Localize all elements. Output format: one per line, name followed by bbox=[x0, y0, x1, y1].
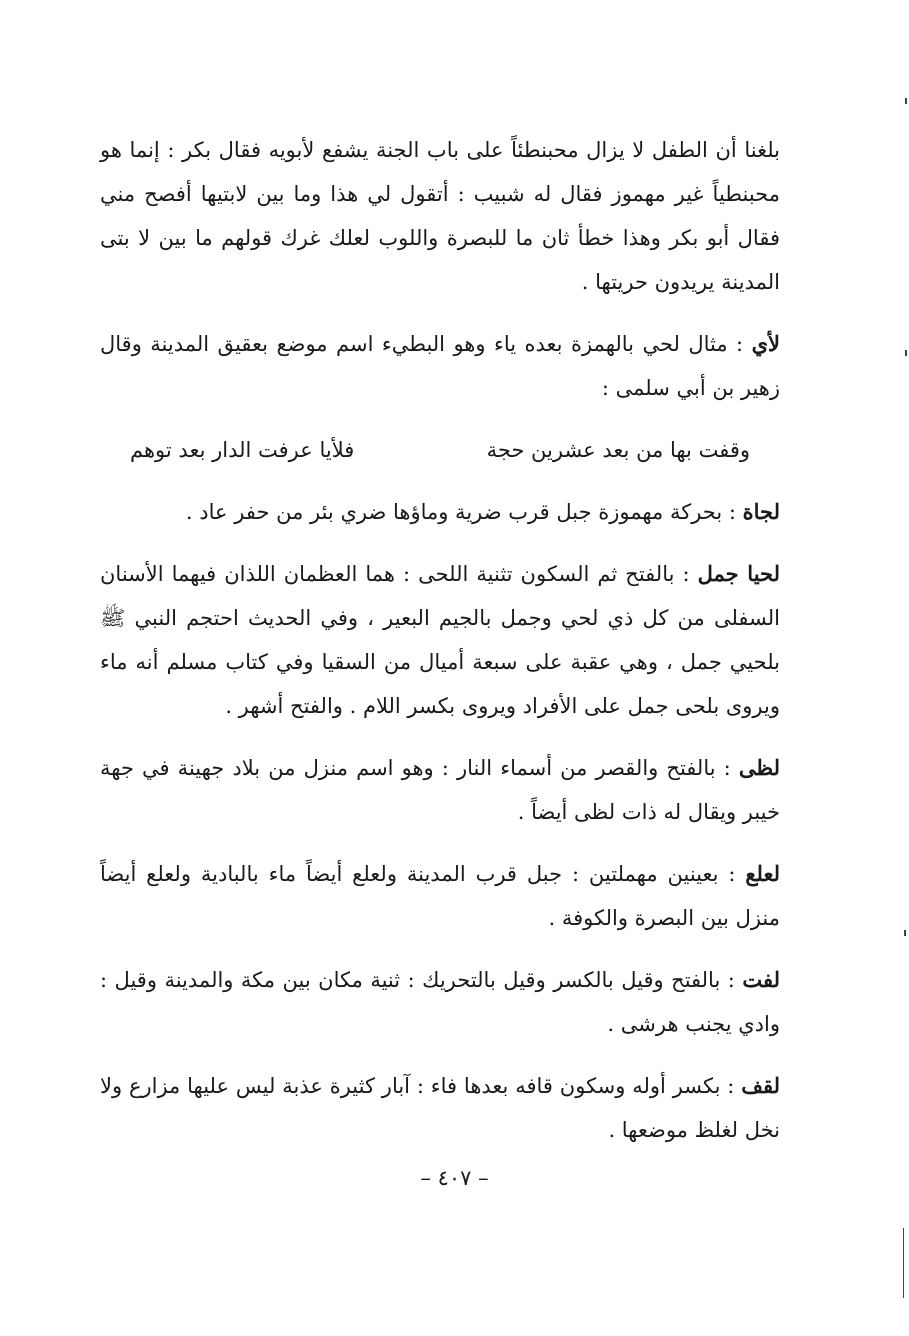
entry-text: : مثال لحي بالهمزة بعده ياء وهو البطيء اسم موضع بعقيق المدينة وقال زهير بن أبي سلمى : bbox=[100, 332, 780, 400]
entry-liqf bbox=[100, 1064, 780, 1152]
entry-laza bbox=[100, 746, 780, 834]
page-body bbox=[100, 128, 780, 1152]
entry-text: بلغنا أن الطفل لا يزال محبنطئاً على باب الجنة يشفع لأبويه فقال بكر : إنما هو محبنطياً غير مهموز فقال له شبيب : أتقول لي هذا وما بين لابتيها أفصح مني فقال أبو بكر وهذا خطأ ثان ما للبصرة واللوب لعلك غرك قولهم ما بين لا بتى المدينة يريدون حريتها . bbox=[100, 138, 780, 294]
entry-text: : بالفتح وقيل بالكسر وقيل بالتحريك : ثنية مكان بين مكة والمدينة وقيل : وادي يجنب هرشى . bbox=[100, 968, 780, 1036]
entry-text: : بعينين مهملتين : جبل قرب المدينة ولعلع أيضاً ماء بالبادية ولعلع أيضاً منزل بين البصرة والكوفة . bbox=[100, 862, 780, 930]
scan-speck bbox=[905, 350, 907, 356]
entry-text: : بالفتح والقصر من أسماء النار : وهو اسم منزل من بلاد جهينة في جهة خيبر ويقال له ذات لظى أيضاً . bbox=[100, 756, 780, 824]
entry-headword: لظى bbox=[738, 755, 780, 780]
page-number: – ٤٠٧ – bbox=[420, 1166, 489, 1190]
entry-headword: لقف bbox=[741, 1073, 780, 1098]
entry-lajat bbox=[100, 490, 780, 534]
scan-speck bbox=[904, 930, 906, 936]
poetry-verse bbox=[100, 428, 780, 472]
entry-headword: لحيا جمل bbox=[697, 561, 781, 586]
scan-speck bbox=[905, 98, 907, 104]
entry-continuation bbox=[100, 128, 780, 304]
entry-headword: لجاة bbox=[742, 499, 780, 524]
entry-text: : بالفتح ثم السكون تثنية اللحى : هما العظمان اللذان فيهما الأسنان السفلى من كل ذي لحي وجمل بالجيم البعير ، وفي الحديث احتجم النبي ﷺ بلحيي جمل ، وهي عقبة على سبعة أميال من السقيا وفي كتاب مسلم أنه ماء ويروى بلحى جمل على الأفراد ويروى بكسر اللام . والفتح أشهر . bbox=[100, 562, 780, 718]
entry-headword: لعلع bbox=[745, 861, 780, 886]
entry-headword: لفت bbox=[742, 967, 780, 992]
verse-hemistich-first: وقفت بها من بعد عشرين حجة bbox=[486, 438, 750, 462]
entry-text: : بحركة مهموزة جبل قرب ضرية وماؤها ضري بئر من حفر عاد . bbox=[185, 500, 743, 524]
entry-text: : بكسر أوله وسكون قافه بعدها فاء : آبار كثيرة عذبة ليس عليها مزارع ولا نخل لغلظ موضعها . bbox=[100, 1074, 780, 1142]
verse-hemistich-second: فلأيا عرفت الدار بعد توهم bbox=[130, 438, 355, 462]
scan-edge-line bbox=[903, 1228, 904, 1298]
entry-laft bbox=[100, 958, 780, 1046]
entry-headword: لأي bbox=[751, 331, 780, 356]
entry-lay bbox=[100, 322, 780, 410]
entry-lala bbox=[100, 852, 780, 940]
entry-lahya-jamal bbox=[100, 552, 780, 728]
